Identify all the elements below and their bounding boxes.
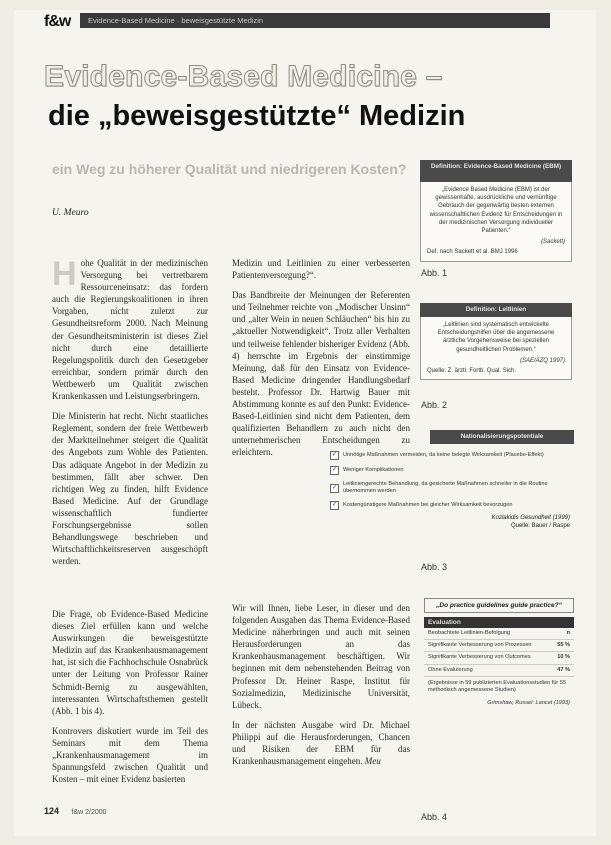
signature: Meu	[364, 756, 381, 767]
list-item: ✓ Kostengünstigere Maßnahmen bei gleicher Wirksamkeit bevorzugen	[331, 502, 513, 508]
paragraph: Medizin und Leitlinien zu einer verbesserten Patientenversorgung?“.	[232, 258, 410, 281]
page-number: 124	[44, 806, 60, 816]
paragraph: Die Ministerin hat recht. Nicht staatliches Reglement, sondern der freie Wettbewerb der Marktteilnehmer steigert die Qualität des Angebots zum Wohle des Patienten. Das adäquate Angebot in der Medizin zu bestimmen, fällt aber schwer. Den richtigen Weg zu finden, hilft Evidence Based Medicine. Auf der Grundlage wissenschaftlich fundierter Forschungsergebnisse sollen Behandlungswege beschrieben und Wirtschaftlichkeitsreserven ausgeschöpft werden.	[52, 411, 208, 567]
paragraph: Kontrovers diskutiert wurde im Teil des Seminars mit dem Thema „Krankenhausmanagement im Spannungsfeld zwischen Qualität und Kosten – mit einer Evidenz basierten	[52, 725, 208, 785]
column-1	[52, 257, 208, 575]
guidelines-evaluation-box	[424, 598, 574, 710]
source: (SAE/ÄZQ 1997)	[519, 357, 565, 364]
table-row: Signifikante Verbesserung von Outcomes 10 %	[424, 652, 574, 664]
paragraph: In der nächsten Ausgabe wird Dr. Michael Philippi auf die Herausforderungen, Chancen und Risiken der EBM für das Krankenhausmanagement eingehen. Meu	[232, 719, 410, 767]
magazine-logo: f&w	[44, 13, 71, 30]
paragraph: ohe Qualität in der medizinischen Versorgung bei vertretbarem Ressourceneinsatz: das fordern auch die Regierungskoalitionen in ihren Vorgaben, nicht zuletzt zur Gesundheitsreform 2000. Nach Meinung der Gesundheitsministerin ist dieses Ziel nicht durch eine detaillierte Regelungspolitik durch den Gesetzgeber erreichbar, sondern primär durch den Wettbewerb um Qualität zwischen Krankenkassen und Leistungserbringern.	[52, 258, 208, 402]
box-note: Def. nach Sackett et al. BMJ 1996	[427, 249, 518, 256]
article-subtitle: ein Weg zu höherer Qualität und niedrigeren Kosten?	[52, 161, 407, 177]
table-row: Ohne Evaluierung 47 %	[424, 665, 574, 677]
box-title: „Do practice guidelines guide practice?“	[424, 598, 574, 613]
source: Grimshaw, Russel: Lancet (1993)	[487, 699, 570, 706]
box-heading: Evaluation	[424, 617, 574, 628]
drop-cap: H	[52, 255, 77, 293]
section-kicker: Evidence-Based Medicine · beweisgestützte Medizin	[80, 13, 550, 28]
rationalization-box	[430, 430, 574, 444]
page-footer	[44, 806, 107, 816]
figure-label: Abb. 3	[421, 562, 448, 572]
definition-text: „Leitlinien sind systematisch entwickelte Entscheidungshilfen über die angemessene ärztliche Vorgehensweise bei speziellen gesundheitlichen Problemen.“	[437, 322, 555, 353]
checkbox-icon: ✓	[331, 484, 338, 491]
checkbox-icon: ✓	[331, 467, 338, 473]
author: U. Meuro	[52, 208, 89, 218]
definition-leitlinien-box	[420, 303, 572, 380]
table-row: Signifikante Verbesserung von Prozessen 55 %	[424, 640, 574, 652]
list-item: ✓ Weniger Komplikationen	[331, 467, 404, 473]
table-row: Beobachtete Leitlinien-Befolgung n	[424, 628, 574, 640]
column-2	[232, 257, 410, 467]
list-item: ✓ Leitliniengerechte Behandlung, da gesicherte Maßnahmen schneller in die Routine übernommen werden	[331, 481, 548, 494]
figure-label: Abb. 1	[421, 268, 448, 278]
rationalization-list	[326, 448, 574, 529]
box-body	[420, 182, 572, 262]
box-body	[420, 317, 572, 380]
figure-label: Abb. 4	[421, 812, 448, 822]
checkbox-icon: ✓	[331, 452, 338, 458]
source: Kozlakidis Gesundheit (1999)	[491, 515, 570, 521]
paragraph: Wir will Ihnen, liebe Leser, in dieser und den folgenden Ausgaben das Thema Evidence-Based Medicine näherbringen und auch mit seinen Herausforderungen an das Krankenhausmanagement beschäftigen. Wir beginnen mit dem nebenstehenden Beitrag von Professor Dr. Heiner Raspe, Institut für Sozialmedizin, Medizinische Universität, Lübeck.	[232, 603, 410, 710]
article-title-line2: die „beweisgestützte“ Medizin	[48, 100, 466, 132]
column-2-lower	[232, 602, 410, 775]
paragraph: Die Frage, ob Evidence-Based Medicine dieses Ziel erfüllen kann und welche Auswirkungen die beweisgestützte Medizin auf das Krankenhausmanagement hat, ist sich die Fachhochschule Osnabrück unter der Leitung von Professor Rainer Schmidt-Bernig zu ausgewählten, interessanten Wirtschaftsthemen gestellt (Abb. 1 bis 4).	[52, 609, 208, 716]
checkbox-icon: ✓	[331, 502, 338, 508]
definition-text: „Evidence Based Medicine (EBM) ist der gewissenhafte, ausdrückliche und vernünftige Gebrauch der gegenwärtig besten externen wissenschaftlichen Evidenz für Entscheidungen in der medizinischen Versorgung individueller Patienten.“	[429, 187, 563, 235]
definition-ebm-box	[420, 160, 572, 262]
figure-label: Abb. 2	[421, 400, 448, 410]
list-item: ✓ Unnötige Maßnahmen vermeiden, da keine belegte Wirksamkeit (Placebo-Effekt)	[331, 452, 544, 458]
paragraph: Das Bandbreite der Meinungen der Referenten und Teilnehmer reichte von „Modischer Unsinn“ und „alter Wein in neuen Schläuchen“ bis hin zu „aktueller Notwendigkeit“. Trotz aller Verhalten und teilweise fehlender bisheriger Evidenz (Abb. 4) herrschte im Ergebnis der einstimmige Meinung, daß für den Einsatz von Evidence-Based Medicine dringender Handlungsbedarf besteht. Professor Dr. Hartwig Bauer mit Abstimmung konnte es auf den Punkt: Evidence-Based-Leitlinien sind nicht dem Patienten, dem qualifizierten Behandlern zu auch nicht den unternehmerischen Entscheidungen zu erleichtern.	[232, 290, 410, 458]
article-title-line1: Evidence-Based Medicine –	[44, 60, 443, 93]
magazine-issue: f&w 2/2000	[71, 809, 107, 816]
box-heading: Nationalisierungspotentiale	[430, 430, 574, 444]
box-heading: Definition: Leitlinien	[420, 303, 572, 317]
box-note: (Ergebnisse in 59 publizierten Evaluationsstudien für 55 methodisch angemessene Studien)	[428, 679, 567, 693]
column-1-lower	[52, 608, 208, 793]
box-note: Quelle: Bauer / Raspe	[510, 523, 570, 529]
box-note: Quelle: Z. ärztl. Fortb. Qual. Sich.	[427, 368, 517, 375]
box-heading: Definition: Evidence-Based Medicine (EBM)	[420, 160, 572, 182]
source: (Sackett)	[540, 239, 565, 246]
